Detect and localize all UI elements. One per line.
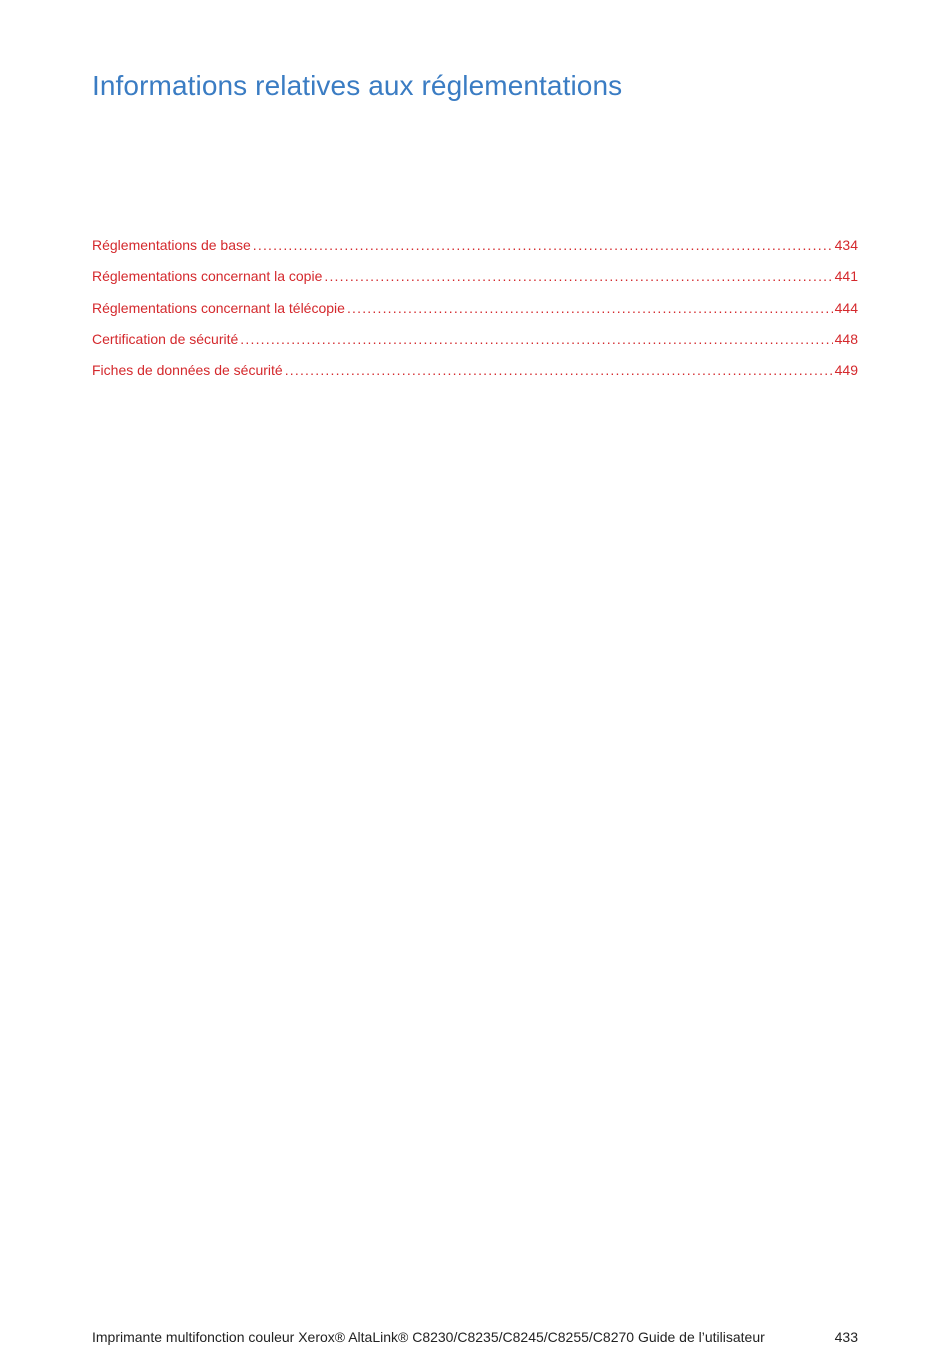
toc-entry-page: 441 — [834, 268, 858, 285]
toc-dot-leader — [324, 268, 832, 284]
toc-entry-reglementations-telecopie[interactable] — [92, 300, 858, 331]
footer-page-number: 433 — [834, 1329, 858, 1345]
toc-dot-leader — [347, 300, 833, 316]
toc-entry-page: 448 — [834, 330, 858, 347]
toc-entry-certification-securite[interactable] — [92, 331, 858, 362]
toc-entry-label: Réglementations concernant la copie — [92, 268, 323, 285]
toc-entry-label: Fiches de données de sécurité — [92, 362, 283, 379]
footer-document-title: Imprimante multifonction couleur Xerox® AltaLink® C8230/C8235/C8245/C8255/C8270 Guide de l’utilisateur — [92, 1329, 765, 1345]
toc-entry-label: Réglementations de base — [92, 237, 251, 253]
toc-entry-fiches-donnees-securite[interactable] — [92, 362, 858, 393]
toc-entry-page: 434 — [834, 237, 858, 253]
toc-dot-leader — [285, 362, 833, 378]
toc-dot-leader — [253, 237, 833, 253]
toc-entry-reglementations-copie[interactable] — [92, 268, 858, 299]
page-title: Informations relatives aux réglementations — [92, 70, 623, 101]
toc-entry-page: 449 — [834, 362, 858, 379]
toc-entry-page: 444 — [834, 299, 858, 316]
toc-entry-label: Réglementations concernant la télécopie — [92, 299, 345, 316]
toc-entry-reglementations-de-base[interactable] — [92, 237, 858, 268]
toc-entry-label: Certification de sécurité — [92, 330, 239, 347]
table-of-contents — [92, 237, 858, 393]
toc-dot-leader — [240, 331, 832, 347]
